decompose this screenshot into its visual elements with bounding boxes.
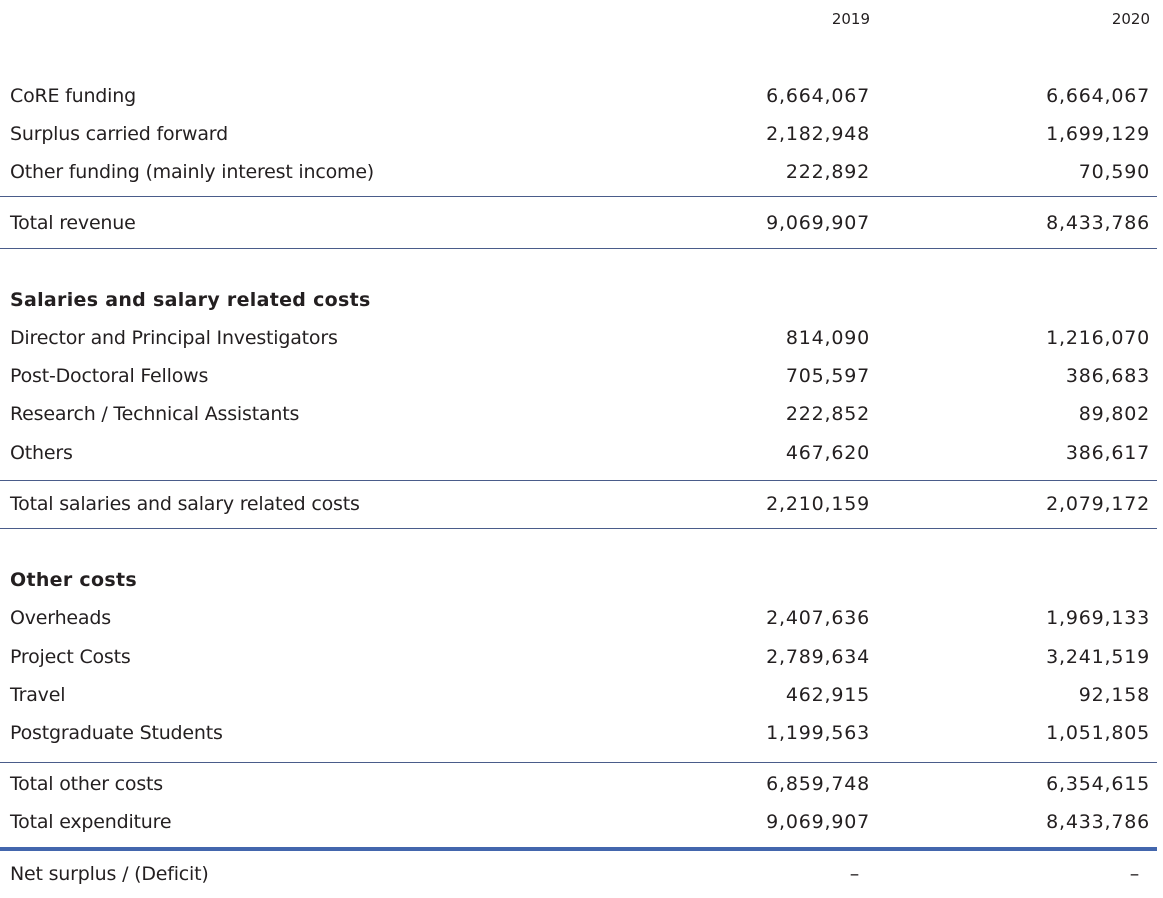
- value-2019: 1,199,563: [766, 722, 870, 744]
- value-2019: 2,407,636: [766, 607, 870, 629]
- table-row: [0, 121, 1163, 147]
- table-row: [0, 159, 1163, 185]
- value-2019: 814,090: [785, 327, 870, 349]
- row-label: Total other costs: [10, 773, 163, 795]
- net-surplus-row: [0, 861, 1163, 887]
- row-label: Research / Technical Assistants: [10, 403, 300, 425]
- total-expenditure-row: [0, 809, 1163, 835]
- column-header-2020: 2020: [1111, 10, 1150, 28]
- row-label: Net surplus / (Deficit): [10, 863, 209, 885]
- value-2019: 6,664,067: [766, 85, 870, 107]
- row-label: Director and Principal Investigators: [10, 327, 338, 349]
- table-row: [0, 644, 1163, 670]
- row-label: CoRE funding: [10, 85, 136, 107]
- divider: [0, 248, 1157, 249]
- value-2019: 222,892: [785, 161, 870, 183]
- value-2019: –: [849, 863, 860, 885]
- value-2020: 1,051,805: [1046, 722, 1150, 744]
- row-label: Other funding (mainly interest income): [10, 161, 375, 183]
- row-label: Project Costs: [10, 646, 131, 668]
- value-2019: 9,069,907: [766, 811, 870, 833]
- value-2019: 462,915: [785, 684, 870, 706]
- table-row: [0, 363, 1163, 389]
- value-2020: 1,699,129: [1046, 123, 1150, 145]
- row-label: Total revenue: [10, 212, 136, 234]
- total-other-costs-row: [0, 771, 1163, 797]
- table-row: [0, 440, 1163, 466]
- row-label: Post-Doctoral Fellows: [10, 365, 209, 387]
- value-2019: 467,620: [785, 442, 870, 464]
- value-2020: 3,241,519: [1046, 646, 1150, 668]
- value-2020: –: [1129, 863, 1140, 885]
- value-2020: 6,664,067: [1046, 85, 1150, 107]
- row-label: Others: [10, 442, 73, 464]
- section-heading-salaries: Salaries and salary related costs: [10, 289, 371, 311]
- table-row: [0, 605, 1163, 631]
- row-label: Overheads: [10, 607, 111, 629]
- row-label: Postgraduate Students: [10, 722, 223, 744]
- table-row: [0, 325, 1163, 351]
- divider: [0, 480, 1157, 481]
- value-2019: 2,210,159: [766, 493, 870, 515]
- divider-thick: [0, 847, 1157, 851]
- table-row: [0, 720, 1163, 746]
- value-2019: 705,597: [785, 365, 870, 387]
- divider: [0, 196, 1157, 197]
- value-2020: 386,683: [1065, 365, 1150, 387]
- value-2020: 92,158: [1078, 684, 1150, 706]
- value-2019: 9,069,907: [766, 212, 870, 234]
- value-2020: 386,617: [1065, 442, 1150, 464]
- section-heading-other-costs: Other costs: [10, 569, 137, 591]
- divider: [0, 528, 1157, 529]
- value-2019: 222,852: [785, 403, 870, 425]
- total-revenue-row: [0, 210, 1163, 236]
- table-row: [0, 682, 1163, 708]
- value-2020: 70,590: [1078, 161, 1150, 183]
- value-2020: 8,433,786: [1046, 212, 1150, 234]
- value-2020: 89,802: [1078, 403, 1150, 425]
- value-2020: 1,216,070: [1046, 327, 1150, 349]
- divider: [0, 762, 1157, 763]
- value-2019: 2,789,634: [766, 646, 870, 668]
- value-2020: 6,354,615: [1046, 773, 1150, 795]
- row-label: Total expenditure: [10, 811, 172, 833]
- value-2020: 8,433,786: [1046, 811, 1150, 833]
- table-row: [0, 83, 1163, 109]
- value-2019: 2,182,948: [766, 123, 870, 145]
- value-2019: 6,859,748: [766, 773, 870, 795]
- row-label: Surplus carried forward: [10, 123, 228, 145]
- table-row: [0, 401, 1163, 427]
- column-header-2019: 2019: [831, 10, 870, 28]
- total-salaries-row: [0, 491, 1163, 517]
- value-2020: 2,079,172: [1046, 493, 1150, 515]
- row-label: Travel: [10, 684, 66, 706]
- value-2020: 1,969,133: [1046, 607, 1150, 629]
- row-label: Total salaries and salary related costs: [10, 493, 360, 515]
